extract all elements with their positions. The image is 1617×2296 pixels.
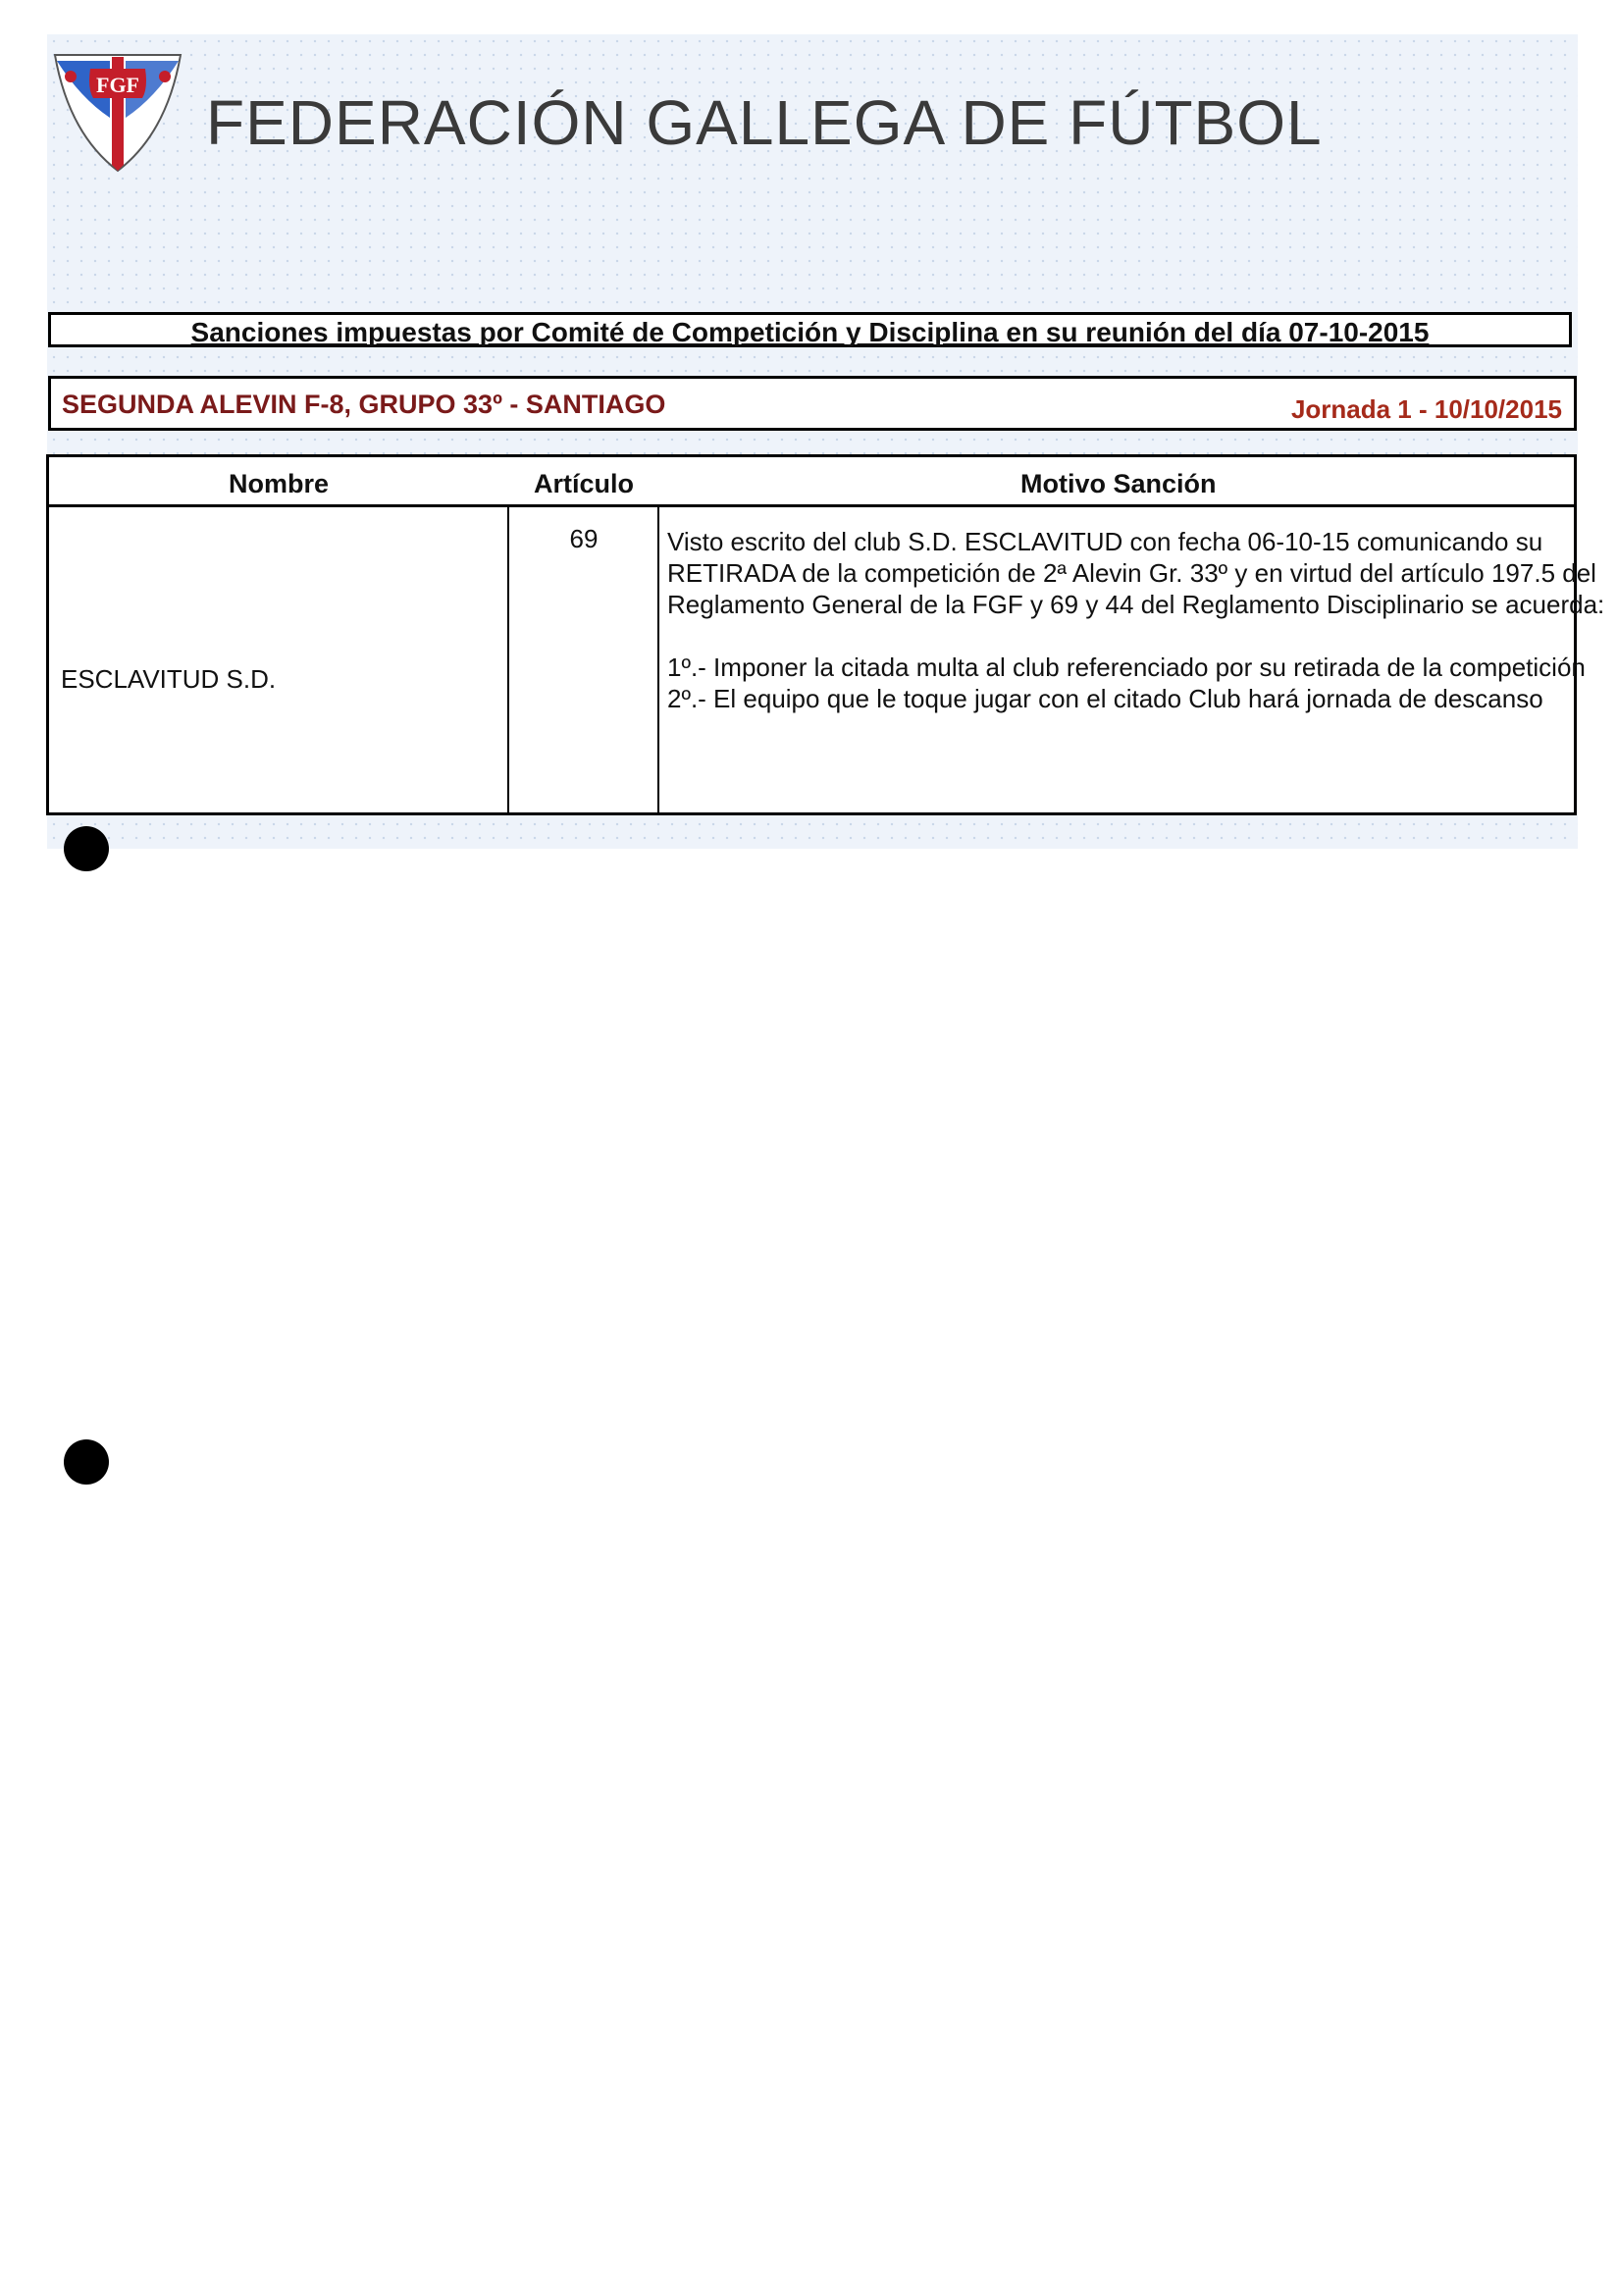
sanction-reason [667, 526, 1609, 714]
header-divider [49, 504, 1574, 507]
sanction-club-name: ESCLAVITUD S.D. [61, 664, 277, 694]
punch-hole [64, 1439, 109, 1485]
punch-hole [64, 826, 109, 871]
header-motivo: Motivo Sanción [1020, 469, 1217, 498]
jornada-date: Jornada 1 - 10/10/2015 [1290, 394, 1562, 424]
sanction-article: 69 [569, 524, 599, 553]
group-banner [48, 376, 1577, 431]
meeting-banner [48, 312, 1572, 347]
reason-point-2: 2º.- El equipo que le toque jugar con el citado Club hará jornada de descanso [667, 684, 1543, 713]
organization-title: FEDERACIÓN GALLEGA DE FÚTBOL [206, 87, 1323, 158]
crest-logo-text: FGF [96, 73, 139, 97]
meeting-title: Sanciones impuestas por Comité de Competición y Disciplina en su reunión del día 07-10-2015 [190, 317, 1430, 347]
reason-paragraph: Visto escrito del club S.D. ESCLAVITUD con fecha 06-10-15 comunicando su RETIRADA de la competición de 2ª Alevin Gr. 33º y en virtud del artículo 197.5 del Reglamento General de la FGF y 69 y 44 del Reglamento Disciplinario se acuerda: [667, 527, 1605, 619]
reason-point-1: 1º.- Imponer la citada multa al club referenciado por su retirada de la competición [667, 652, 1586, 682]
header-articulo: Artículo [534, 469, 635, 498]
group-name: SEGUNDA ALEVIN F-8, GRUPO 33º - SANTIAGO [62, 390, 666, 419]
header-nombre: Nombre [229, 469, 330, 498]
column-divider [657, 506, 659, 812]
column-divider [507, 506, 509, 812]
sanctions-table [46, 454, 1605, 815]
fgf-crest-icon [51, 49, 184, 175]
